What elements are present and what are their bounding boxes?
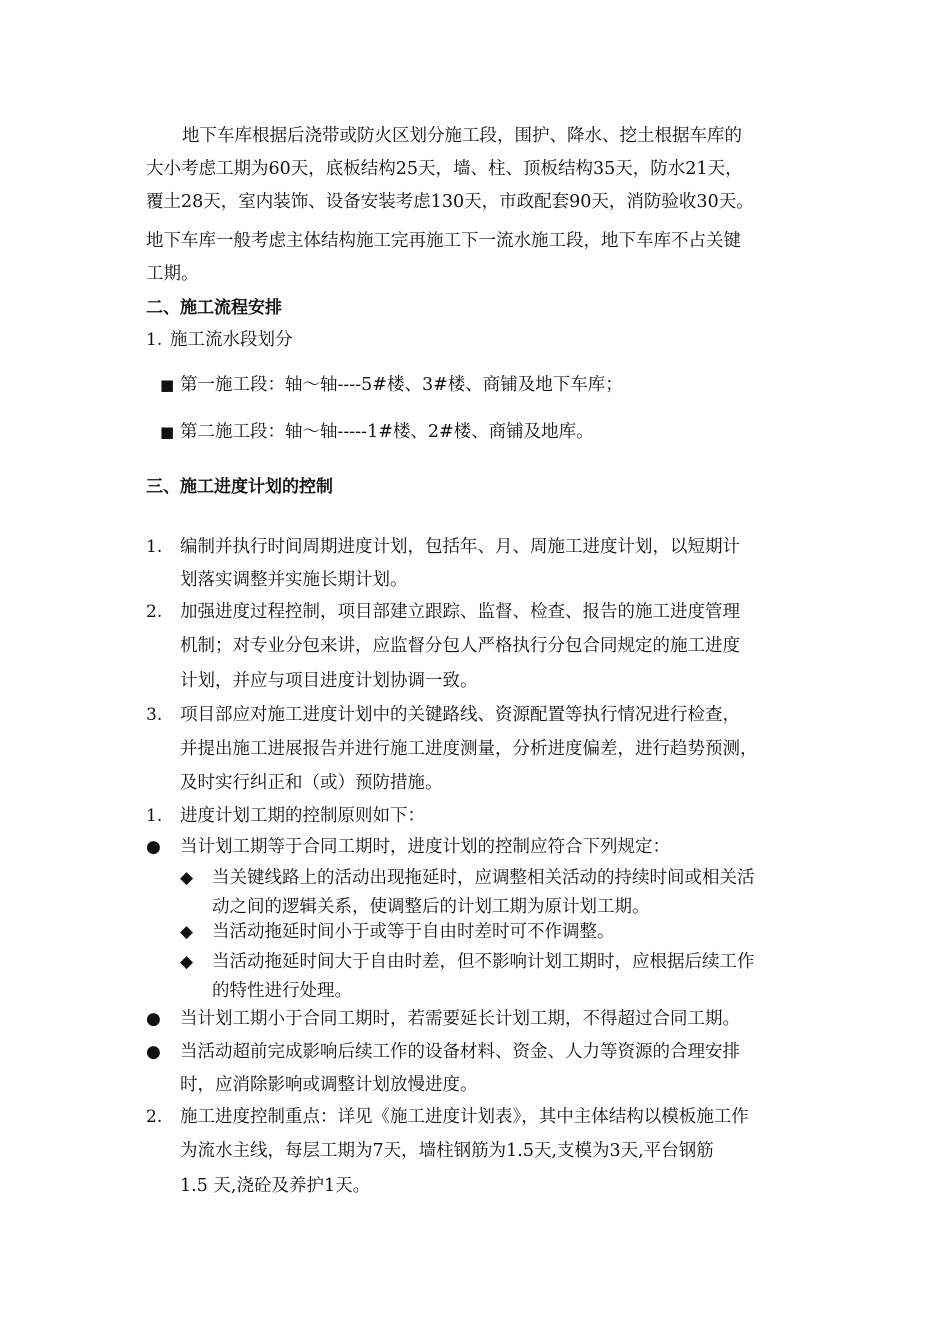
intro-line-3: 覆土28天，室内装饰、设备安装考虑130天，市政配套90天，消防验收30天。: [146, 192, 754, 212]
intro-line-2: 大小考虑工期为60天，底板结构25天，墙、柱、顶板结构35天，防水21天，: [146, 159, 743, 179]
diamond-2-text: 当活动拖延时间小于或等于自由时差时可不作调整。: [212, 922, 615, 942]
diamond-3-line-1: 当活动拖延时间大于自由时差，但不影响计划工期时，应根据后续工作: [212, 952, 755, 972]
square-bullet-icon: ■: [160, 376, 175, 394]
diamond-bullet-icon: ◆: [180, 952, 194, 972]
section-3-heading: 三、施工进度计划的控制: [146, 477, 333, 497]
diamond-1-line-2: 动之间的逻辑关系，使调整后的计划工期为原计划工期。: [212, 897, 650, 917]
item-2-line-1: 加强进度过程控制，项目部建立跟踪、监督、检查、报告的施工进度管理: [180, 602, 740, 622]
round-bullet-icon: ●: [146, 1042, 161, 1062]
section-2-item-1-text: 施工流水段划分: [170, 330, 293, 350]
item-1-marker: 1.: [146, 537, 163, 557]
round-bullet-icon: ●: [146, 837, 161, 857]
rule-ahead-line-2: 时，应消除影响或调整计划放慢进度。: [180, 1075, 478, 1095]
item-2-marker: 2.: [146, 602, 163, 622]
item-2-line-3: 计划，并应与项目进度计划协调一致。: [180, 671, 478, 691]
key-points-line-3: 1.5 天,浇砼及养护1天。: [180, 1176, 371, 1196]
intro-line-1: 地下车库根据后浇带或防火区划分施工段，围护、降水、挖土根据车库的: [182, 126, 742, 146]
rule-equal-text: 当计划工期等于合同工期时，进度计划的控制应符合下列规定：: [180, 837, 670, 857]
item-3-line-1: 项目部应对施工进度计划中的关键路线、资源配置等执行情况进行检查，: [180, 705, 740, 725]
diamond-bullet-icon: ◆: [180, 868, 194, 888]
principle-text: 进度计划工期的控制原则如下：: [180, 806, 425, 826]
principle-marker: 1.: [146, 806, 163, 826]
item-3-marker: 3.: [146, 705, 163, 725]
key-points-marker: 2.: [146, 1107, 163, 1127]
square-bullet-icon: ■: [160, 423, 175, 441]
item-1-line-1: 编制并执行时间周期进度计划，包括年、月、周施工进度计划，以短期计: [180, 537, 740, 557]
item-3-line-2: 并提出施工进展报告并进行施工进度测量，分析进度偏差，进行趋势预测，: [180, 739, 758, 759]
intro-line-4: 地下车库一般考虑主体结构施工完再施工下一流水施工段，地下车库不占关键: [146, 231, 741, 251]
section-2-item-1-marker: 1.: [146, 330, 163, 350]
item-3-line-3: 及时实行纠正和（或）预防措施。: [180, 773, 443, 793]
round-bullet-icon: ●: [146, 1009, 161, 1029]
diamond-1-line-1: 当关键线路上的活动出现拖延时，应调整相关活动的持续时间或相关活: [212, 868, 755, 888]
diamond-3-line-2: 的特性进行处理。: [212, 981, 352, 1001]
item-1-line-2: 划落实调整并实施长期计划。: [180, 570, 408, 590]
rule-ahead-line-1: 当活动超前完成影响后续工作的设备材料、资金、人力等资源的合理安排: [180, 1042, 740, 1062]
intro-line-5: 工期。: [146, 264, 199, 284]
key-points-line-1: 施工进度控制重点：详见《施工进度计划表》，其中主体结构以模板施工作: [180, 1107, 749, 1127]
rule-less-text: 当计划工期小于合同工期时，若需要延长计划工期，不得超过合同工期。: [180, 1009, 740, 1029]
key-points-line-2: 为流水主线，每层工期为7天，墙柱钢筋为1.5天,支模为3天,平台钢筋: [180, 1141, 714, 1161]
item-2-line-2: 机制；对专业分包来讲，应监督分包人严格执行分包合同规定的施工进度: [180, 636, 740, 656]
diamond-bullet-icon: ◆: [180, 922, 194, 942]
stage-2-text: 第二施工段：轴～轴-----1#楼、2#楼、商铺及地库。: [180, 422, 594, 442]
section-2-heading: 二、施工流程安排: [146, 298, 282, 318]
stage-1-text: 第一施工段：轴～轴----5#楼、3#楼、商铺及地下车库；: [180, 375, 623, 395]
